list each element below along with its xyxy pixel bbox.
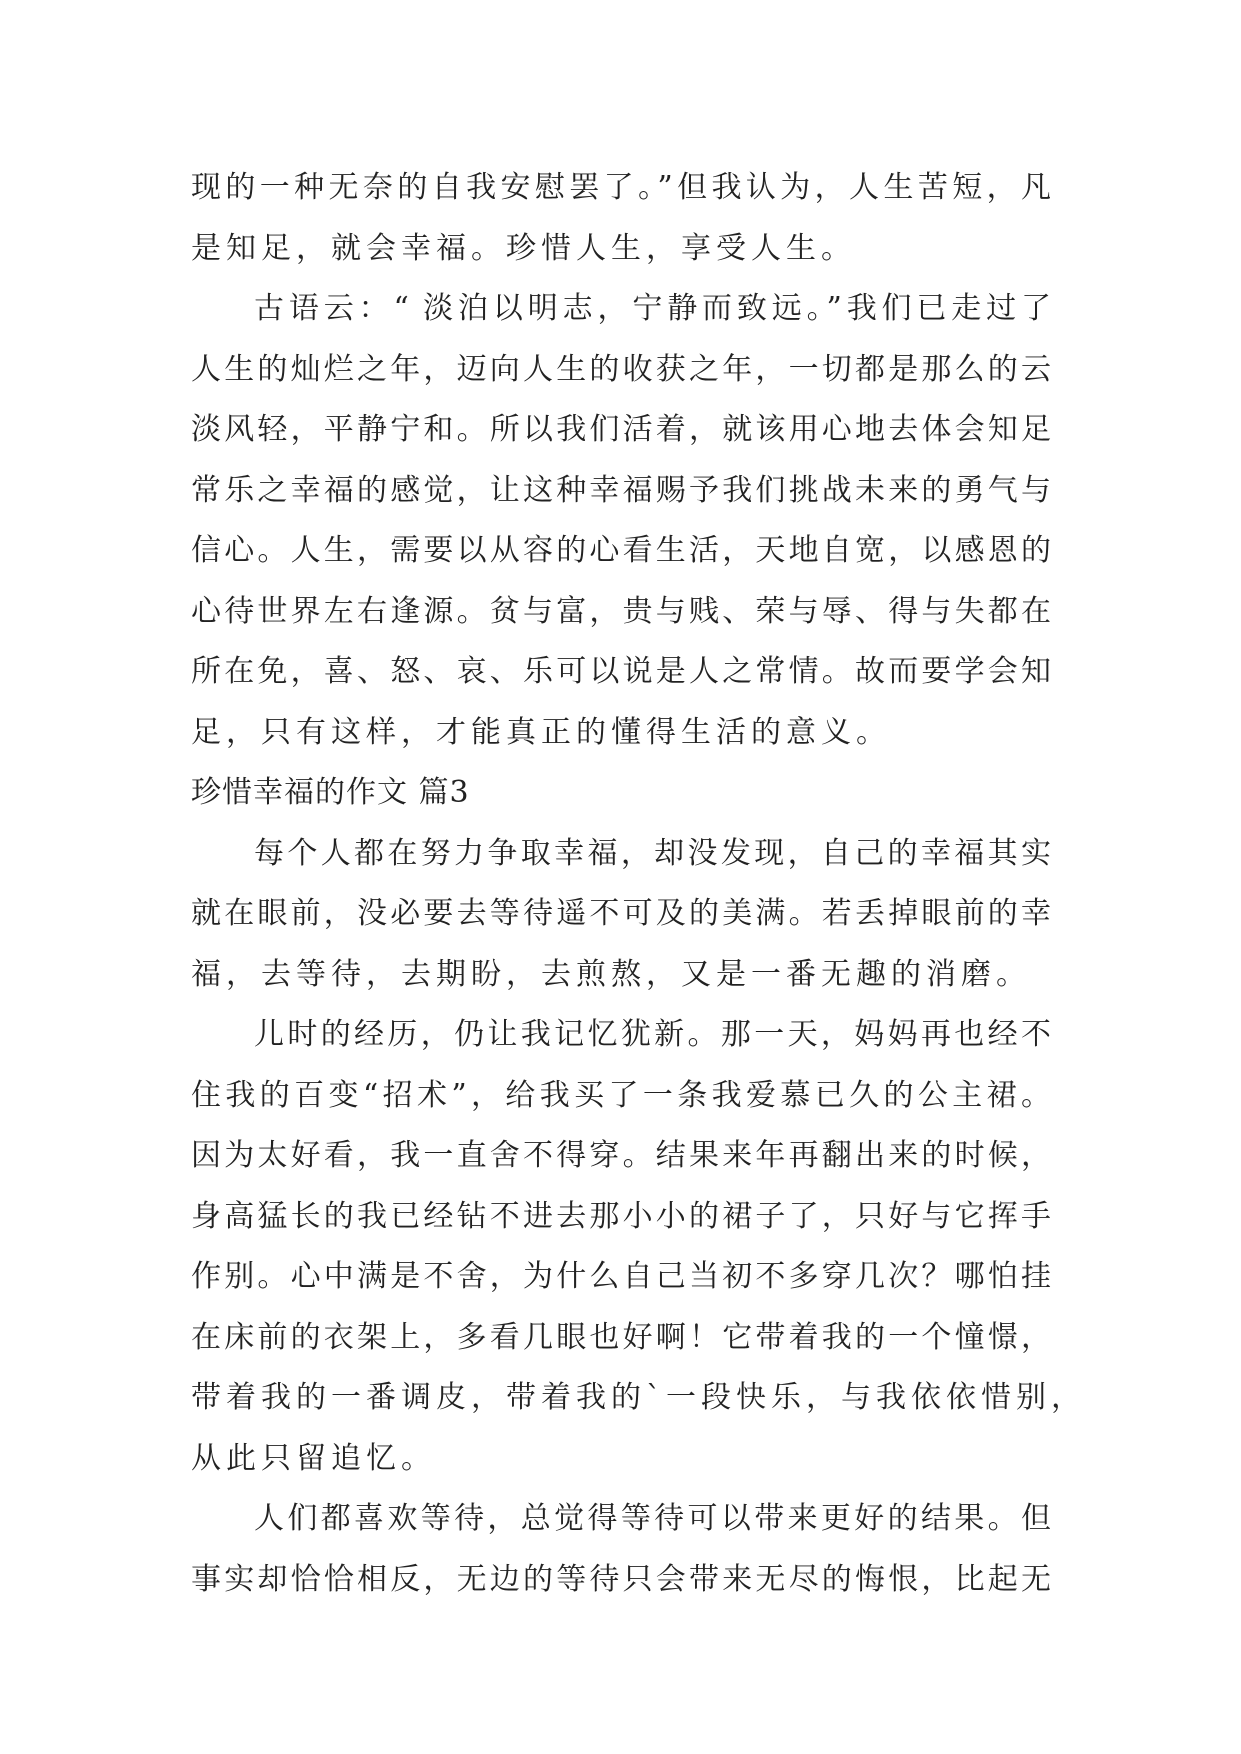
paragraph-start: 每个人都在努力争取幸福，却没发现，自己的幸福其实 [254, 835, 1051, 871]
paragraph-start: 古语云：“ 淡泊以明志，宁静而致远。”我们已走过了 [254, 291, 1051, 326]
text-line: 就在眼前，没必要去等待遥不可及的美满。若丢掉眼前的幸 [191, 896, 1051, 931]
text-line: 常乐之幸福的感觉，让这种幸福赐予我们挑战未来的勇气与 [191, 472, 1051, 508]
text-line: 人生的灿烂之年，迈向人生的收获之年，一切都是那么的云 [191, 351, 1051, 387]
text-line: 身高猛长的我已经钻不进去那小小的裙子了，只好与它挥手 [191, 1198, 1051, 1234]
paragraph-start: 儿时的经历，仍让我记忆犹新。那一天，妈妈再也经不 [254, 1017, 1051, 1052]
section-heading: 珍惜幸福的作文 篇3 [191, 775, 470, 810]
text-line: 在床前的衣架上，多看几眼也好啊！它带着我的一个憧憬， [191, 1319, 1051, 1355]
text-line: 福，去等待，去期盼，去煎熬，又是一番无趣的消磨。 [191, 956, 1031, 992]
text-line: 心待世界左右逢源。贫与富，贵与贱、荣与辱、得与失都在 [191, 593, 1051, 629]
text-line: 因为太好看，我一直舍不得穿。结果来年再翻出来的时候， [191, 1138, 1051, 1173]
text-line: 事实却恰恰相反，无边的等待只会带来无尽的悔恨，比起无 [191, 1561, 1051, 1597]
text-line: 带着我的一番调皮，带着我的`一段快乐，与我依依惜别， [191, 1380, 1086, 1415]
text-line: 住我的百变“招术”，给我买了一条我爱慕已久的公主裙。 [191, 1077, 1051, 1113]
text-line: 淡风轻，平静宁和。所以我们活着，就该用心地去体会知足 [191, 412, 1051, 447]
text-line: 作别。心中满是不舍，为什么自己当初不多穿几次？哪怕挂 [191, 1259, 1051, 1294]
text-line: 现的一种无奈的自我安慰罢了。”但我认为，人生苦短，凡 [191, 170, 1051, 205]
text-line: 所在免，喜、怒、哀、乐可以说是人之常情。故而要学会知 [191, 654, 1051, 689]
paragraph-start: 人们都喜欢等待，总觉得等待可以带来更好的结果。但 [254, 1501, 1051, 1536]
text-line: 是知足，就会幸福。珍惜人生，享受人生。 [191, 230, 856, 266]
text-line: 信心。人生，需要以从容的心看生活，天地自宽，以感恩的 [191, 533, 1051, 568]
document-body [191, 158, 1086, 1610]
text-line: 足，只有这样，才能真正的懂得生活的意义。 [191, 714, 891, 750]
text-line: 从此只留追忆。 [191, 1440, 436, 1476]
